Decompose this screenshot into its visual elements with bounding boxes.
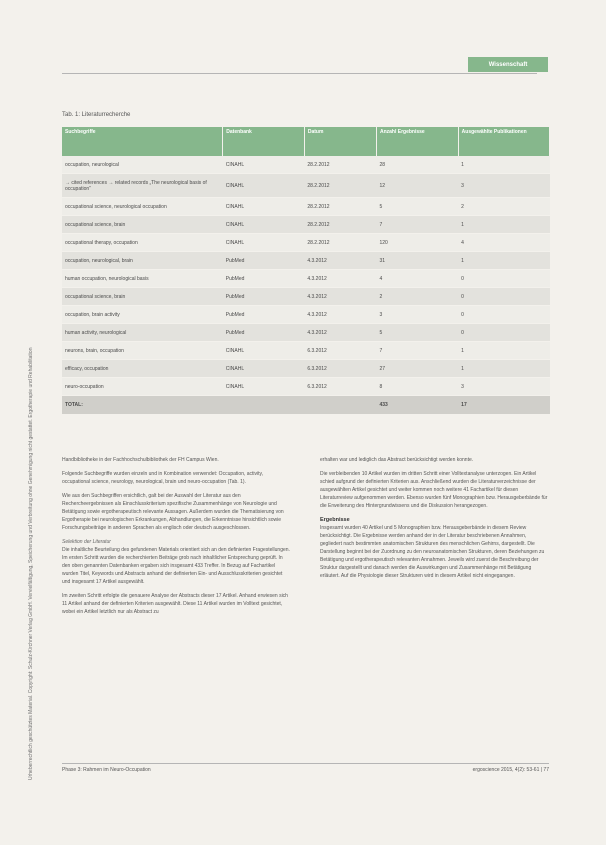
paragraph: Handbibliotheke in der Fachhochschulbibliothek der FH Campus Wien.	[62, 457, 219, 463]
cell-database: PubMed	[223, 288, 305, 306]
table-row	[62, 270, 550, 288]
cell-results: 4	[376, 270, 458, 288]
cell-date: 28.2.2012	[304, 216, 376, 234]
cell-results: 8	[376, 378, 458, 396]
cell-date: 28.2.2012	[304, 198, 376, 216]
cell-database: PubMed	[223, 270, 305, 288]
cell-search-terms: neurons, brain, occupation	[62, 342, 223, 360]
cell-selected: 1	[458, 342, 549, 360]
right-text-column	[320, 456, 548, 586]
cell-database: CINAHL	[223, 378, 305, 396]
cell-search-terms: occupational science, brain	[62, 216, 223, 234]
paragraph: Insgesamt wurden 40 Artikel und 5 Monographien bzw. Herausgeberbände in diesem Review berücksichtigt. Die Ergebnisse werden anhand der in der Literatur beschriebenen Annahmen, gegliedert nach bestimmten anatomischen Strukturen des menschlichen Gehirns, dargestellt. Die Darstellung beginnt bei der Zuordnung zu den neuroanatomischen Strukturen, deren Beziehungen zu Betätigung und ergotherapeutisch relevanten Annahmen. Jeweils wird zuerst die Beschreibung der Struktur dargestellt und danach werden die Auswirkungen und Zusammenhänge mit Betätigung erläutert. Auf die Physiologie dieser Strukturen wird in diesem Artikel nicht eingegangen.	[320, 525, 545, 579]
cell-selected: 3	[458, 174, 549, 198]
cell-selected: 0	[458, 288, 549, 306]
cell-date: 4.3.2012	[304, 324, 376, 342]
total-empty	[223, 396, 305, 415]
cell-search-terms: occupation, neurological	[62, 156, 223, 174]
cell-database: CINAHL	[223, 198, 305, 216]
table-row	[62, 234, 550, 252]
cell-database: CINAHL	[223, 174, 305, 198]
paragraph: Im zweiten Schritt erfolgte die genauere Analyse der Abstracts dieser 17 Artikel. Anhand erwiesen sich 11 Artikel anhand der definierten Kriterien ausgewählt. Diese 11 Artikel wurden im Volltext gesichtet, wobei ein Artikel letztlich nur als Abstract zu	[62, 593, 288, 615]
table-row	[62, 156, 550, 174]
cell-date: 4.3.2012	[304, 288, 376, 306]
cell-results: 27	[376, 360, 458, 378]
subheading: Selektion der Literatur	[62, 539, 111, 545]
cell-selected: 0	[458, 306, 549, 324]
total-label: TOTAL:	[62, 396, 223, 415]
cell-database: CINAHL	[223, 342, 305, 360]
cell-selected: 4	[458, 234, 549, 252]
cell-selected: 1	[458, 360, 549, 378]
footer-journal-info: ergoscience 2015, 4(2): 53-61 | 77	[472, 767, 549, 773]
cell-search-terms: neuro-occupation	[62, 378, 223, 396]
paragraph: erhalten war und lediglich das Abstract berücksichtigt werden konnte.	[320, 457, 474, 463]
cell-search-terms: occupational therapy, occupation	[62, 234, 223, 252]
paragraph: Die verbleibenden 10 Artikel wurden im dritten Schritt einer Volltextanalyse unterzogen. Ein Artikel schied aufgrund der definierten Kriterien aus. Anschließend wurden die Literaturverzeichnisse der ausgewählten Artikel gesichtet und weiter kommen noch weitere 41 Fachartikel für diesen Literaturreview aufgenommen werden. Ebenso wurden fünf Monographien bzw. Herausgeberbände für die Erweiterung des Hintergrundwissens und die Diskussion herangezogen.	[320, 471, 548, 509]
cell-database: PubMed	[223, 252, 305, 270]
column-header: Datum	[304, 127, 376, 156]
table-row	[62, 324, 550, 342]
cell-date: 4.3.2012	[304, 252, 376, 270]
cell-results: 7	[376, 216, 458, 234]
cell-results: 5	[376, 198, 458, 216]
table-row	[62, 252, 550, 270]
table-header-row	[62, 127, 550, 156]
copyright-side-note: Urheberrechtlich geschütztes Material. Copyright: Schulz-Kirchner Verlag GmbH. Vervielfältigung, Speicherung und Verbreitung ohne Genehmigung nicht gestattet. Ergotherapie und Rehabilitation	[28, 347, 34, 780]
cell-date: 4.3.2012	[304, 306, 376, 324]
cell-search-terms: efficacy, occupation	[62, 360, 223, 378]
cell-results: 12	[376, 174, 458, 198]
section-heading: Ergebnisse	[320, 517, 350, 523]
paragraph: Die inhaltliche Beurteilung des gefundenen Materials orientiert sich an den definierten Fragestellungen. Im ersten Schritt wurden die recherchierten Beiträge grob nach inhaltlicher Entsprechung geprüft. In den oben genannten Datenbanken ergaben sich insgesamt 433 Treffer. In Bezug auf Fachartikel wurden Titel, Keywords und Abstracts anhand der definierten Ein- und Ausschlusskriterien gesichtet und insgesamt 17 Artikel ausgewählt.	[62, 547, 290, 585]
header-rule	[62, 73, 537, 74]
cell-results: 7	[376, 342, 458, 360]
column-header: Ausgewählte Publikationen	[458, 127, 549, 156]
table-total-row	[62, 396, 550, 415]
cell-results: 2	[376, 288, 458, 306]
table-row	[62, 306, 550, 324]
section-tag: Wissenschaft	[468, 57, 548, 72]
cell-date: 28.2.2012	[304, 174, 376, 198]
cell-date: 28.2.2012	[304, 156, 376, 174]
cell-search-terms: human activity, neurological	[62, 324, 223, 342]
total-empty	[304, 396, 376, 415]
cell-date: 4.3.2012	[304, 270, 376, 288]
cell-date: 6.3.2012	[304, 378, 376, 396]
table-row	[62, 360, 550, 378]
cell-database: CINAHL	[223, 234, 305, 252]
cell-selected: 2	[458, 198, 549, 216]
cell-results: 3	[376, 306, 458, 324]
cell-selected: 3	[458, 378, 549, 396]
literature-table	[62, 127, 550, 415]
column-header: Anzahl Ergebnisse	[376, 127, 458, 156]
cell-database: CINAHL	[223, 360, 305, 378]
cell-results: 28	[376, 156, 458, 174]
table-caption: Tab. 1: Literaturrecherche	[62, 112, 131, 118]
cell-search-terms: → cited references → related records „The neurological basis of occupation“	[62, 174, 223, 198]
paragraph: Folgende Suchbegriffe wurden einzeln und in Kombination verwendet: Occupation, activity, occupational science, neurology, neurological, brain und neuro-occupation (Tab. 1).	[62, 471, 264, 485]
total-selected: 17	[458, 396, 549, 415]
cell-search-terms: occupation, neurological, brain	[62, 252, 223, 270]
table-row	[62, 216, 550, 234]
column-header: Suchbegriffe	[62, 127, 223, 156]
cell-search-terms: occupational science, neurological occupation	[62, 198, 223, 216]
cell-database: CINAHL	[223, 216, 305, 234]
cell-date: 28.2.2012	[304, 234, 376, 252]
cell-results: 5	[376, 324, 458, 342]
total-results: 433	[376, 396, 458, 415]
table-row	[62, 288, 550, 306]
left-text-column	[62, 456, 290, 622]
cell-selected: 1	[458, 216, 549, 234]
cell-selected: 1	[458, 252, 549, 270]
cell-results: 31	[376, 252, 458, 270]
cell-selected: 0	[458, 270, 549, 288]
cell-database: CINAHL	[223, 156, 305, 174]
table-row	[62, 378, 550, 396]
cell-selected: 0	[458, 324, 549, 342]
table-row	[62, 174, 550, 198]
cell-search-terms: occupation, brain activity	[62, 306, 223, 324]
column-header: Datenbank	[223, 127, 305, 156]
cell-search-terms: occupational science, brain	[62, 288, 223, 306]
table-row	[62, 198, 550, 216]
cell-results: 120	[376, 234, 458, 252]
cell-database: PubMed	[223, 306, 305, 324]
table-row	[62, 342, 550, 360]
paragraph: Wie aus den Suchbegriffen ersichtlich, galt bei der Auswahl der Literatur aus den Rechercheergebnissen als Einschlusskriterium spezifische Zusammenhänge von Neurologie und Betätigung sowie ergotherapeutisch relevante Aussagen. Außerdem wurden die Thematisierung von Ergotherapie bei neurologischen Erkrankungen, Abhandlungen, die Erkenntnisse hinsichtlich sowie Forschungsbeiträge in anderen Sprachen als englisch oder deutsch ausgeschlossen.	[62, 493, 284, 531]
cell-date: 6.3.2012	[304, 342, 376, 360]
cell-database: PubMed	[223, 324, 305, 342]
footer-running-title: Phase 3: Rahmen im Neuro-Occupation	[62, 767, 151, 773]
cell-date: 6.3.2012	[304, 360, 376, 378]
footer-rule	[62, 763, 549, 764]
cell-selected: 1	[458, 156, 549, 174]
cell-search-terms: human occupation, neurological basis	[62, 270, 223, 288]
